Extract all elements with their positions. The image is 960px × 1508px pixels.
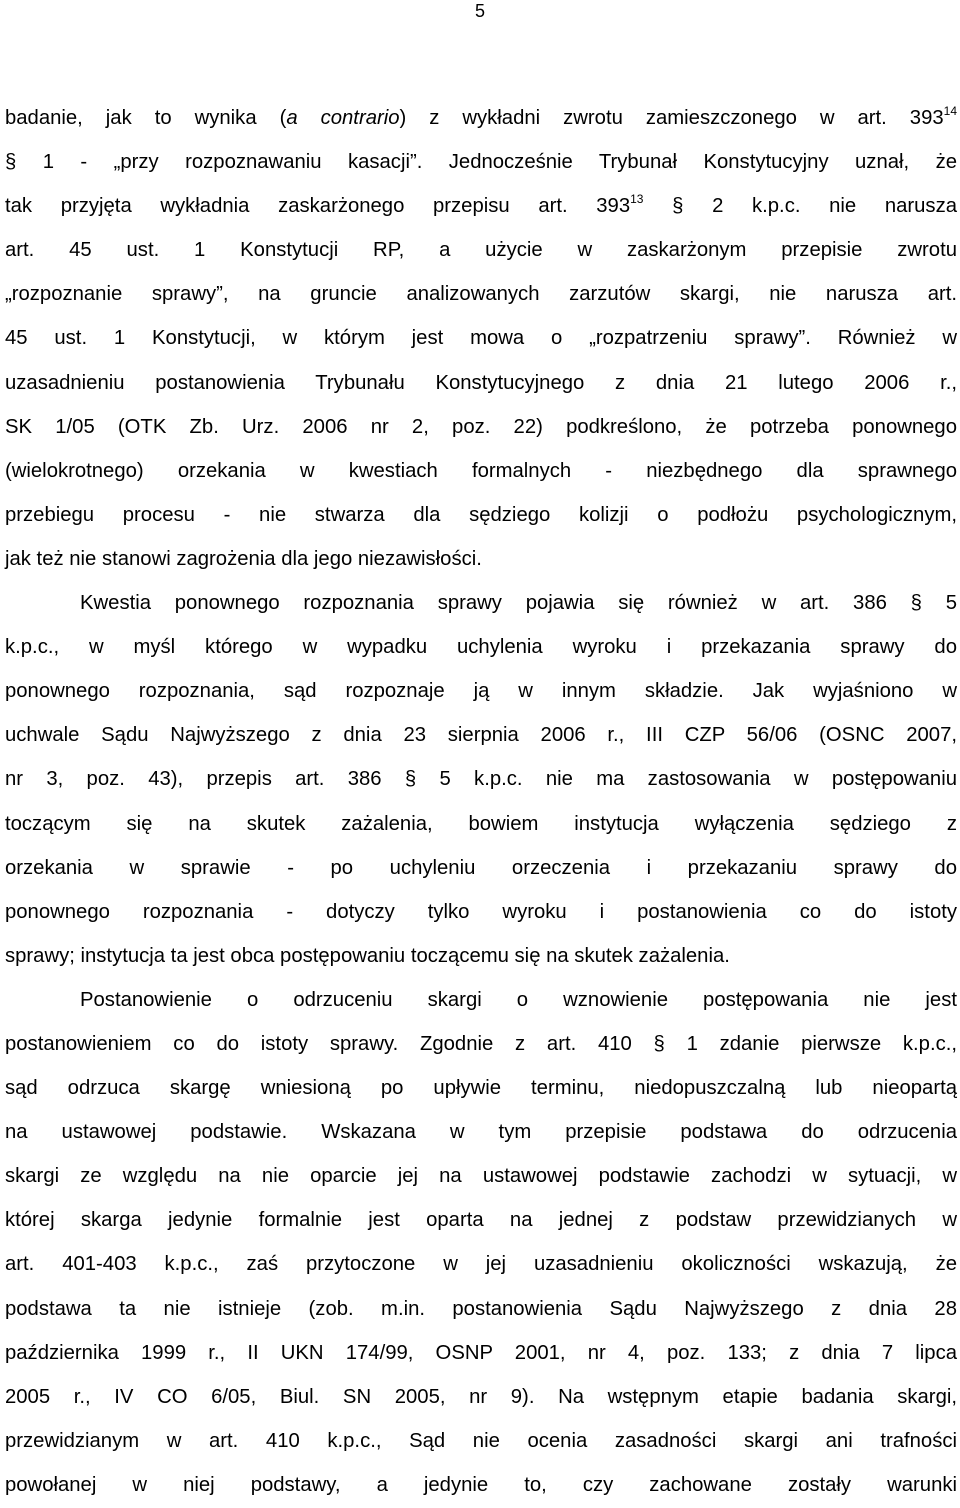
text-line: postanowieniem co do istoty sprawy. Zgodnie z art. 410 § 1 zdanie pierwsze k.p.c., <box>5 1032 957 1055</box>
text-line: podstawa ta nie istnieje (zob. m.in. postanowienia Sądu Najwyższego z dnia 28 <box>5 1297 957 1320</box>
text-line: przewidzianym w art. 410 k.p.c., Sąd nie ocenia zasadności skargi ani trafności <box>5 1429 957 1452</box>
paragraph-1 <box>5 96 957 581</box>
text-line: uzasadnieniu postanowienia Trybunału Konstytucyjnego z dnia 21 lutego 2006 r., <box>5 371 957 394</box>
text-run: badanie, jak to wynika ( <box>5 107 287 129</box>
text-line: 45 ust. 1 Konstytucji, w którym jest mowa o „rozpatrzeniu sprawy”. Również w <box>5 327 957 350</box>
text-line: skargi ze względu na nie oparcie jej na ustawowej podstawie zachodzi w sytuacji, w <box>5 1165 957 1188</box>
text-run: ) z wykładni zwrotu zamieszczonego w art. 393 <box>399 107 944 129</box>
text-line: Postanowienie o odrzuceniu skargi o wznowienie postępowania nie jest <box>80 988 957 1011</box>
italic-text: a contrario <box>286 107 400 129</box>
text-line: art. 45 ust. 1 Konstytucji RP, a użycie w zaskarżonym przepisie zwrotu <box>5 239 957 262</box>
text-line: (wielokrotnego) orzekania w kwestiach formalnych - niezbędnego dla sprawnego <box>5 459 957 482</box>
text-line: „rozpoznanie sprawy”, na gruncie analizowanych zarzutów skargi, nie narusza art. <box>5 283 957 306</box>
text-line: k.p.c., w myśl którego w wypadku uchylenia wyroku i przekazania sprawy do <box>5 636 957 659</box>
text-line: art. 401-403 k.p.c., zaś przytoczone w jej uzasadnieniu okoliczności wskazują, że <box>5 1253 957 1276</box>
text-line: przebiegu procesu - nie stwarza dla sędziego kolizji o podłożu psychologicznym, <box>5 503 957 526</box>
text-line <box>5 96 957 140</box>
text-line: ponownego rozpoznania - dotyczy tylko wyroku i postanowienia co do istoty <box>5 900 957 923</box>
superscript: 13 <box>630 192 644 207</box>
text-line: sprawy; instytucja ta jest obca postępowaniu toczącemu się na skutek zażalenia. <box>5 944 730 967</box>
page-body <box>5 96 957 1507</box>
text-line: października 1999 r., II UKN 174/99, OSNP 2001, nr 4, poz. 133; z dnia 7 lipca <box>5 1341 957 1364</box>
text-line: toczącym się na skutek zażalenia, bowiem instytucja wyłączenia sędziego z <box>5 812 957 835</box>
text-line: jak też nie stanowi zagrożenia dla jego niezawisłości. <box>5 547 482 570</box>
text-line: ponownego rozpoznania, sąd rozpoznaje ją w innym składzie. Jak wyjaśniono w <box>5 680 957 703</box>
text-line <box>5 184 957 228</box>
text-line: orzekania w sprawie - po uchyleniu orzeczenia i przekazaniu sprawy do <box>5 856 957 879</box>
text-line: Kwestia ponownego rozpoznania sprawy pojawia się również w art. 386 § 5 <box>80 592 957 615</box>
text-line: sąd odrzuca skargę wniesioną po upływie terminu, niedopuszczalną lub nieopartą <box>5 1077 957 1100</box>
text-run: tak przyjęta wykładnia zaskarżonego przepisu art. 393 <box>5 195 631 218</box>
text-line: powołanej w niej podstawy, a jedynie to, czy zachowane zostały warunki <box>5 1473 957 1496</box>
text-line: której skarga jedynie formalnie jest oparta na jednej z podstaw przewidzianych w <box>5 1209 957 1232</box>
text-line: § 1 - „przy rozpoznawaniu kasacji”. Jednocześnie Trybunał Konstytucyjny uznał, że <box>5 151 957 174</box>
text-line: SK 1/05 (OTK Zb. Urz. 2006 nr 2, poz. 22) podkreślono, że potrzeba ponownego <box>5 415 957 438</box>
paragraph-2 <box>5 581 957 978</box>
page-number: 5 <box>474 1 485 21</box>
text-line: na ustawowej podstawie. Wskazana w tym przepisie podstawa do odrzucenia <box>5 1121 957 1144</box>
paragraph-3 <box>5 978 957 1507</box>
text-line: 2005 r., IV CO 6/05, Biul. SN 2005, nr 9). Na wstępnym etapie badania skargi, <box>5 1385 957 1408</box>
superscript: 14 <box>943 104 957 118</box>
text-line: nr 3, poz. 43), przepis art. 386 § 5 k.p.c. nie ma zastosowania w postępowaniu <box>5 768 957 791</box>
text-run: § 2 k.p.c. nie narusza <box>672 195 957 218</box>
text-line: uchwale Sądu Najwyższego z dnia 23 sierpnia 2006 r., III CZP 56/06 (OSNC 2007, <box>5 724 957 747</box>
